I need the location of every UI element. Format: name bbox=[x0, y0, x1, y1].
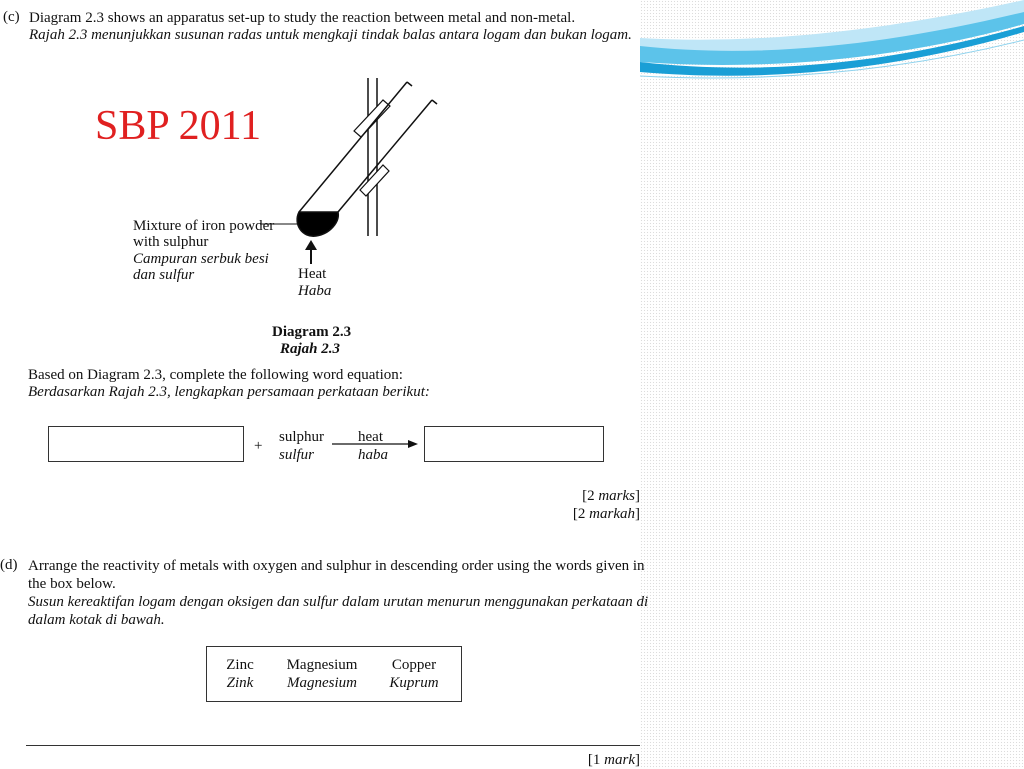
condition-heat-en: heat bbox=[358, 429, 383, 445]
question-d-label: (d) bbox=[0, 557, 18, 573]
diagram-caption-en: Diagram 2.3 bbox=[272, 324, 352, 340]
mixture-label-ms-2: dan sulfur bbox=[133, 267, 195, 283]
question-c-text-ms: Rajah 2.3 menunjukkan susunan radas untuk mengkaji tindak balas antara logam dan bukan logam. bbox=[29, 27, 632, 43]
instruction-ms: Berdasarkan Rajah 2.3, lengkapkan persamaan perkataan berikut: bbox=[28, 384, 430, 400]
apparatus-diagram bbox=[0, 0, 640, 310]
reactant-sulphur-ms: sulfur bbox=[279, 447, 315, 463]
heat-label-en: Heat bbox=[298, 266, 327, 282]
answer-box-product[interactable] bbox=[424, 426, 604, 462]
plus-sign: + bbox=[254, 438, 263, 454]
marks-c-en: [2 marks] bbox=[582, 488, 640, 504]
question-d-text-ms-1: Susun kereaktifan logam dengan oksigen dan sulfur dalam urutan menurun menggunakan perkataan di bbox=[28, 594, 649, 610]
word-magnesium-en: Magnesium bbox=[286, 657, 358, 673]
question-d-text-en-2: the box below. bbox=[28, 576, 116, 592]
instruction-en: Based on Diagram 2.3, complete the following word equation: bbox=[28, 367, 403, 383]
mixture-label-en-2: with sulphur bbox=[133, 234, 209, 250]
word-copper-en: Copper bbox=[391, 657, 437, 673]
word-copper-ms: Kuprum bbox=[389, 675, 439, 691]
mixture-label-en-1: Mixture of iron powder bbox=[133, 218, 275, 234]
decorative-swoosh bbox=[640, 0, 1024, 90]
condition-heat-ms: haba bbox=[358, 447, 388, 463]
metals-word-box bbox=[206, 646, 462, 702]
watermark-text: SBP 2011 bbox=[95, 103, 262, 149]
question-c-label: (c) bbox=[3, 9, 20, 25]
word-magnesium-ms: Magnesium bbox=[287, 675, 357, 691]
diagram-caption-ms: Rajah 2.3 bbox=[280, 341, 341, 357]
question-c-text-en: Diagram 2.3 shows an apparatus set-up to study the reaction between metal and non-metal. bbox=[29, 10, 576, 26]
decorative-side-panel bbox=[640, 0, 1024, 768]
heat-label-ms: Haba bbox=[298, 283, 332, 299]
mixture-label-ms-1: Campuran serbuk besi bbox=[133, 251, 269, 267]
word-zinc-en: Zinc bbox=[226, 657, 254, 673]
marks-d: [1 mark] bbox=[587, 752, 640, 768]
word-zinc-ms: Zink bbox=[226, 675, 254, 691]
question-d-text-en-1: Arrange the reactivity of metals with oxygen and sulphur in descending order using the words given in bbox=[28, 558, 645, 574]
marks-c-ms: [2 markah] bbox=[572, 506, 640, 522]
question-d-text-ms-2: dalam kotak di bawah. bbox=[28, 612, 165, 628]
answer-line[interactable] bbox=[26, 745, 640, 746]
reaction-arrow bbox=[330, 438, 420, 450]
answer-box-reactant[interactable] bbox=[48, 426, 244, 462]
reactant-sulphur-en: sulphur bbox=[279, 429, 324, 445]
